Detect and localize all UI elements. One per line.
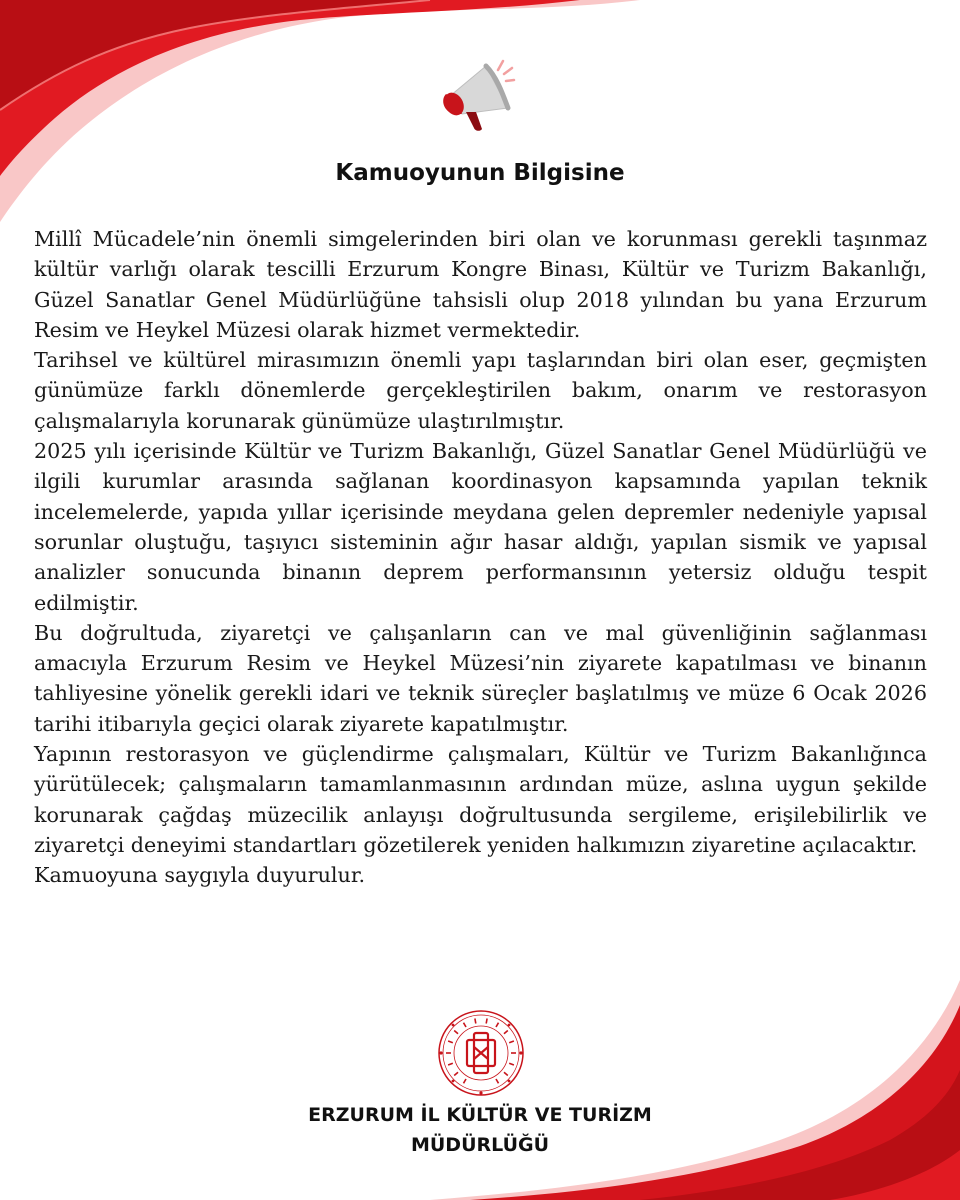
paragraph: Tarihsel ve kültürel mirasımızın önemli yapı taşlarından biri olan eser, geçmişten günümüze farklı dönemlerde gerçekleştirilen bakım, onarım ve restorasyon çalışmalarıyla korunarak günümüze ulaştırılmıştır. <box>34 348 927 433</box>
page-title: Kamuoyunun Bilgisine <box>335 160 625 186</box>
paragraph: 2025 yılı içerisinde Kültür ve Turizm Bakanlığı, Güzel Sanatlar Genel Müdürlüğü ve ilgili kurumlar arasında sağlanan koordinasyon kapsamında yapılan teknik incelemelerde, yapıda yıllar içerisinde meydana gelen depremler nedeniyle yapısal sorunlar oluştuğu, taşıyıcı sisteminin ağır hasar aldığı, yapılan sismik ve yapısal analizler sonucunda binanın deprem performansının yetersiz olduğu tespit edilmiştir. <box>34 439 927 615</box>
paragraph: Bu doğrultuda, ziyaretçi ve çalışanların can ve mal güvenliğinin sağlanması amacıyla Erzurum Resim ve Heykel Müzesi’nin ziyarete kapatılması ve binanın tahliyesine yönelik gerekli idari ve teknik süreçler başlatılmış ve müze 6 Ocak 2026 tarihi itibarıyla geçici olarak ziyarete kapatılmıştır. <box>34 620 927 736</box>
closing-line: Kamuoyuna saygıyla duyurulur. <box>34 863 366 888</box>
announcement-body <box>34 224 927 891</box>
issuer-line-2: MÜDÜRLÜĞÜ <box>410 1134 550 1156</box>
paragraph: Millî Mücadele’nin önemli simgelerinden biri olan ve korunması gerekli taşınmaz kültür varlığı olarak tescilli Erzurum Kongre Binası, Kültür ve Turizm Bakanlığı, Güzel Sanatlar Genel Müdürlüğüne tahsisli olup 2018 yılından bu yana Erzurum Resim ve Heykel Müzesi olarak hizmet vermektedir. <box>34 227 927 342</box>
issuer-signature <box>0 1100 960 1160</box>
ministry-seal-icon <box>422 1010 540 1096</box>
megaphone-icon <box>440 52 526 136</box>
paragraph: Yapının restorasyon ve güçlendirme çalışmaları, Kültür ve Turizm Bakanlığınca yürütülecek; çalışmaların tamamlanmasının ardından müze, aslına uygun şekilde korunarak çağdaş müzecilik anlayışı doğrultusunda sergileme, erişilebilirlik ve ziyaretçi deneyimi standartları gözetilerek yeniden halkımızın ziyaretine açılacaktır. <box>34 742 927 857</box>
issuer-line-1: ERZURUM İL KÜLTÜR VE TURİZM <box>308 1104 652 1126</box>
